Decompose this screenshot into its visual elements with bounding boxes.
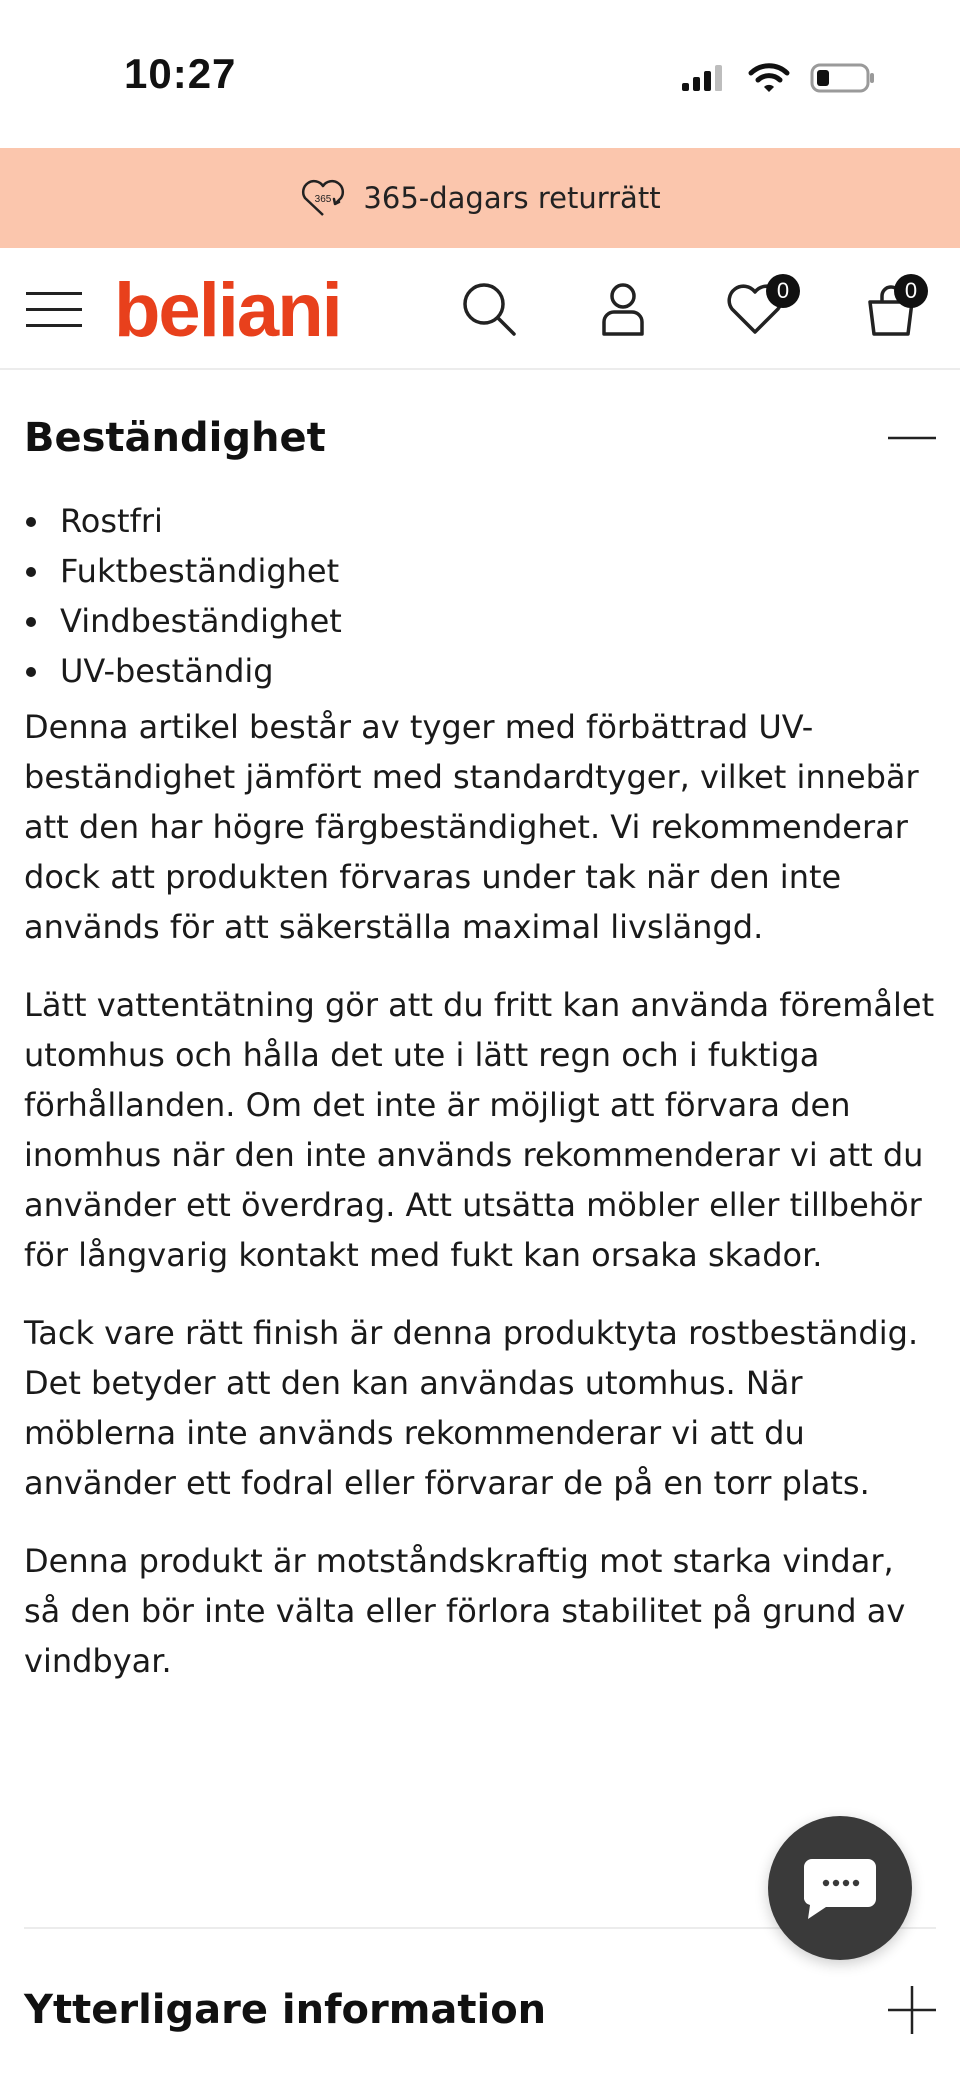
- list-item: UV-beständig: [24, 646, 936, 696]
- logo-text: beliani: [114, 270, 341, 350]
- wishlist-count-badge: 0: [766, 274, 800, 308]
- heart-return-icon: [299, 178, 347, 218]
- description-paragraph: Lätt vattentätning gör att du fritt kan använda föremålet utomhus och hålla det ute i lätt regn och i fuktiga förhållanden. Om det inte är möjligt att förvara den inomhus när den inte används rekommenderar vi att du använder ett överdrag. Att utsätta möbler eller tillbehör för långvarig kontakt med fukt kan orsaka skador.: [24, 986, 935, 1274]
- battery-icon: [810, 62, 876, 94]
- expand-plus-icon[interactable]: [888, 1986, 936, 2034]
- list-item: Fuktbeständighet: [24, 546, 936, 596]
- account-icon[interactable]: [592, 278, 654, 340]
- promo-text: 365-dagars returrätt: [363, 181, 661, 215]
- list-item: Vindbeständighet: [24, 596, 936, 646]
- cart-count-badge: 0: [894, 274, 928, 308]
- status-bar: [0, 0, 960, 148]
- wishlist-button[interactable]: [724, 278, 790, 340]
- status-time: 10:27: [124, 50, 237, 97]
- cart-button[interactable]: [860, 278, 922, 340]
- promo-badge-text: 365: [315, 194, 332, 205]
- status-icons: [680, 58, 876, 98]
- durability-section-header[interactable]: [24, 370, 936, 506]
- list-item: Rostfri: [24, 496, 936, 546]
- collapse-minus-icon[interactable]: [888, 414, 936, 462]
- beliani-logo[interactable]: [114, 270, 372, 350]
- wifi-icon: [748, 62, 790, 94]
- feature-list: [24, 496, 936, 696]
- description-paragraph: Denna produkt är motståndskraftig mot starka vindar, så den bör inte välta eller förlora stabilitet på grund av vindbyar.: [24, 1542, 906, 1680]
- description-paragraph: Denna artikel består av tyger med förbättrad UV-beständighet jämfört med standardtyger, vilket innebär att den har högre färgbeständighet. Vi rekommenderar dock att produkten förvaras under tak när den inte används för att säkerställa maximal livslängd.: [24, 708, 919, 946]
- search-icon[interactable]: [458, 278, 520, 340]
- hamburger-menu-icon[interactable]: [26, 290, 82, 330]
- product-details: [24, 370, 936, 1686]
- additional-info-section-header[interactable]: [24, 1940, 936, 2080]
- site-header: [0, 248, 960, 370]
- chat-bubble-icon: [800, 1855, 880, 1921]
- cellular-signal-icon: [680, 63, 728, 93]
- promo-banner[interactable]: [0, 148, 960, 248]
- description-paragraph: Tack vare rätt finish är denna produktyta rostbeständig. Det betyder att den kan användas utomhus. När möblerna inte används rekommenderar vi att du använder ett fodral eller förvarar de på en torr plats.: [24, 1314, 919, 1502]
- chat-button[interactable]: [768, 1816, 912, 1960]
- section-title: Ytterligare information: [24, 1987, 547, 2033]
- section-title: Beständighet: [24, 415, 326, 461]
